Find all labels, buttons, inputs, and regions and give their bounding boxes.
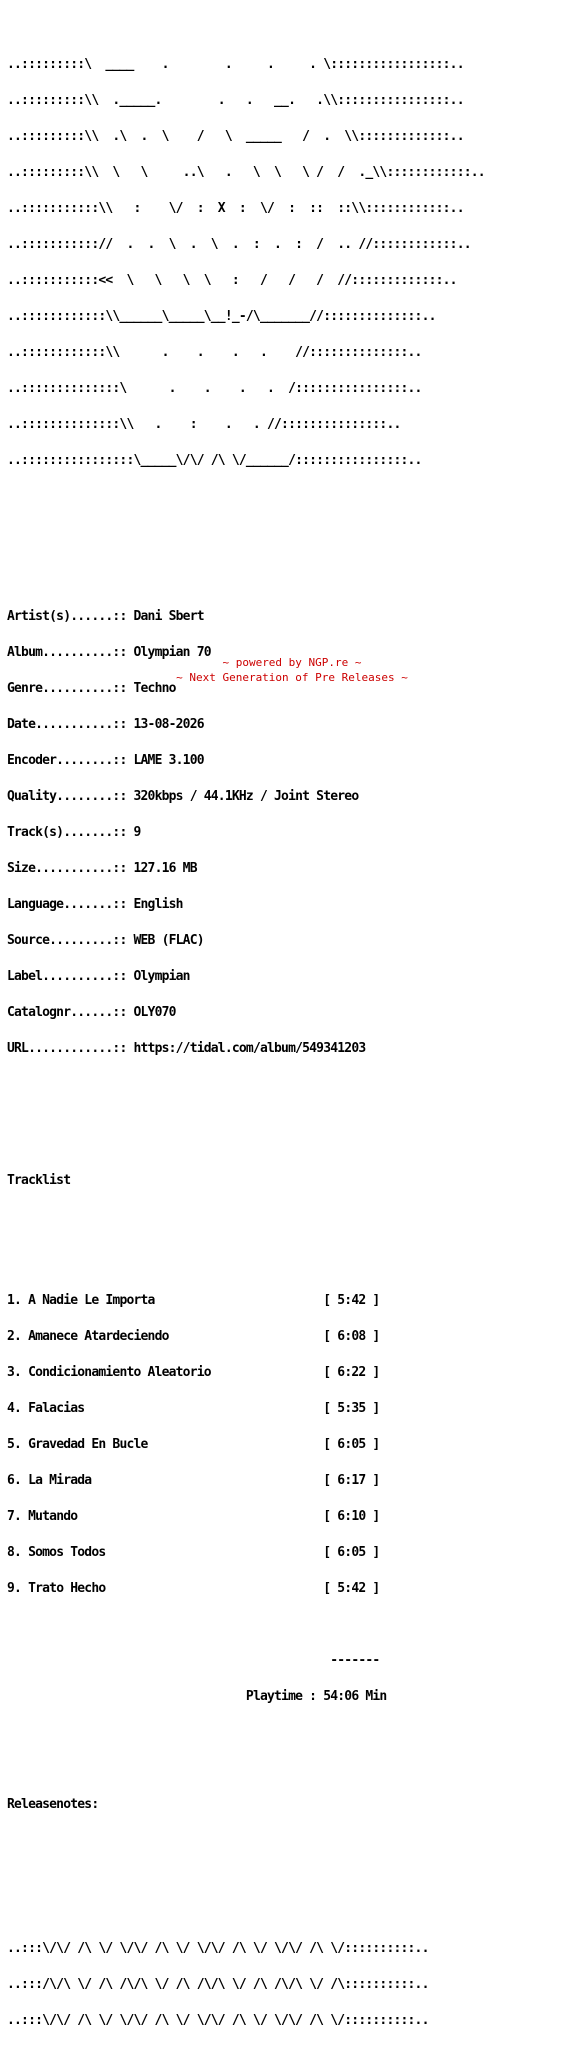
info-label: Artist(s)......: [7, 609, 120, 624]
info-row-label [7, 971, 485, 983]
info-label: Genre..........: [7, 681, 120, 696]
info-value: : LAME 3.100 [119, 753, 204, 768]
track-duration: [ 6:17 ] [323, 1473, 380, 1488]
info-value: : 127.16 MB [119, 861, 197, 876]
ascii-logo-line: ..::::::::::::::\ . . . . /::::::::::::::::.. [7, 381, 422, 396]
track-pad [84, 1401, 323, 1416]
info-row-catalognr [7, 1007, 485, 1019]
track-duration: [ 6:05 ] [323, 1437, 380, 1452]
info-value: : 320kbps / 44.1KHz / Joint Stereo [119, 789, 359, 804]
info-row-source [7, 935, 485, 947]
info-label: Catalognr......: [7, 1005, 120, 1020]
info-row-size [7, 863, 485, 875]
track-pad [155, 1293, 324, 1308]
info-row-quality [7, 791, 485, 803]
track-pad [77, 1509, 323, 1524]
track-row [7, 1511, 485, 1523]
track-number: 5. [7, 1437, 22, 1452]
track-number: 2. [7, 1329, 22, 1344]
info-label: Date...........: [7, 717, 120, 732]
ascii-logo-line: ..:::::::::::// . . \ . \ . : . : / .. //::::::::::::.. [7, 237, 471, 252]
info-label: Source.........: [7, 933, 120, 948]
track-row [7, 1439, 485, 1451]
info-row-language [7, 899, 485, 911]
track-title: La Mirada [28, 1473, 92, 1488]
ascii-logo-line: ..::::::::::::\\ . . . . //::::::::::::::.. [7, 345, 422, 360]
track-pad [211, 1365, 323, 1380]
ascii-logo-line: ..:::::::::::\\ : \/ : X : \/ : :: ::\\::::::::::::.. [7, 201, 464, 216]
track-number: 9. [7, 1581, 22, 1596]
track-row [7, 1331, 485, 1343]
spacer [7, 527, 485, 551]
info-label: Track(s).......: [7, 825, 120, 840]
info-label: Size...........: [7, 861, 120, 876]
track-title: Falacias [28, 1401, 85, 1416]
playtime-row [7, 1691, 485, 1703]
track-number: 3. [7, 1365, 22, 1380]
track-pad [105, 1545, 323, 1560]
info-label: Label..........: [7, 969, 120, 984]
info-row-url [7, 1043, 485, 1055]
track-title: A Nadie Le Importa [28, 1293, 155, 1308]
ascii-logo-line: ..::::::::::::::\\ . : . . //:::::::::::::::.. [7, 417, 401, 432]
info-value[interactable]: : https://tidal.com/album/549341203 [119, 1041, 366, 1056]
total-rule-row [7, 1655, 485, 1667]
ascii-logo-line: ..:::::::::\\ ._____. . . __. .\\::::::::::::::::.. [7, 93, 464, 108]
info-value: : 9 [119, 825, 141, 840]
ascii-logo-line: ..:::::::::\ ____ . . . . \:::::::::::::::::.. [7, 57, 464, 72]
track-row [7, 1367, 485, 1379]
info-value: : 13-08-2026 [119, 717, 204, 732]
track-number: 4. [7, 1401, 22, 1416]
track-row [7, 1583, 485, 1595]
track-pad [105, 1581, 323, 1596]
footer-powered-by[interactable]: ~ powered by NGP.re ~ [222, 656, 362, 669]
ascii-logo-line: ..::::::::::::::::\_____\/\/ /\ \/______/::::::::::::::::.. [7, 453, 422, 468]
info-label: URL............: [7, 1041, 120, 1056]
footer [0, 655, 584, 685]
spacer [7, 1847, 485, 1883]
info-value: : Dani Sbert [119, 609, 204, 624]
releasenotes-heading: Releasenotes: [7, 1797, 99, 1812]
track-title: Gravedad En Bucle [28, 1437, 148, 1452]
spacer [7, 1223, 485, 1235]
ascii-logo-line: ..:::::::::\\ .\ . \ / \ _____ / . \\:::::::::::::.. [7, 129, 464, 144]
playtime-pad [7, 1689, 246, 1704]
ascii-logo-line: ..::::::::::::\\______\_____\__!_-/\_______//::::::::::::::.. [7, 309, 436, 324]
track-number: 7. [7, 1509, 22, 1524]
nfo-document [7, 11, 485, 2063]
track-duration: [ 6:22 ] [323, 1365, 380, 1380]
info-value: : Olympian 70 [119, 645, 211, 660]
info-label: Language.......: [7, 897, 120, 912]
info-value: : English [119, 897, 183, 912]
track-row [7, 1403, 485, 1415]
track-title: Trato Hecho [28, 1581, 106, 1596]
track-pad [169, 1329, 324, 1344]
spacer [7, 1115, 485, 1139]
info-value: : WEB (FLAC) [119, 933, 204, 948]
info-value: : Olympian [119, 969, 190, 984]
ascii-logo-line: ..:::::::::::<< \ \ \ \ : / / / //:::::::::::::.. [7, 273, 457, 288]
info-row-tracks [7, 827, 485, 839]
info-value: : Techno [119, 681, 176, 696]
footer-tagline: ~ Next Generation of Pre Releases ~ [176, 671, 408, 684]
info-label: Album..........: [7, 645, 120, 660]
tracklist [7, 1271, 485, 1619]
bottom-ascii-art [7, 1919, 485, 2051]
info-row-encoder [7, 755, 485, 767]
track-number: 6. [7, 1473, 22, 1488]
info-row-artist [7, 611, 485, 623]
tracklist-heading: Tracklist [7, 1173, 71, 1188]
playtime: Playtime : 54:06 Min [245, 1689, 387, 1704]
track-title: Somos Todos [28, 1545, 106, 1560]
track-duration: [ 5:42 ] [323, 1581, 380, 1596]
rule-pad [7, 1653, 330, 1668]
track-duration: [ 6:08 ] [323, 1329, 380, 1344]
track-duration: [ 6:05 ] [323, 1545, 380, 1560]
ascii-logo-line: ..:::::::::\\ \ \ ..\ . \ \ \ / / ._\\::::::::::::.. [7, 165, 485, 180]
track-title: Mutando [28, 1509, 78, 1524]
track-duration: [ 6:10 ] [323, 1509, 380, 1524]
track-number: 8. [7, 1545, 22, 1560]
info-value: : OLY070 [119, 1005, 176, 1020]
track-row [7, 1547, 485, 1559]
track-number: 1. [7, 1293, 22, 1308]
bottom-art-line: ..:::/\/\ \/ /\ /\/\ \/ /\ /\/\ \/ /\ /\/\ \/ /\::::::::::.. [7, 1977, 429, 1992]
track-title: Amanece Atardeciendo [28, 1329, 169, 1344]
total-rule: ------- [330, 1653, 380, 1668]
track-row [7, 1295, 485, 1307]
info-label: Quality........: [7, 789, 120, 804]
track-pad [148, 1437, 324, 1452]
ascii-logo [7, 35, 485, 491]
info-label: Encoder........: [7, 753, 120, 768]
track-row [7, 1475, 485, 1487]
track-duration: [ 5:35 ] [323, 1401, 380, 1416]
bottom-art-line: ..:::\/\/ /\ \/ \/\/ /\ \/ \/\/ /\ \/ \/\/ /\ \/::::::::::.. [7, 1941, 429, 1956]
track-pad [91, 1473, 323, 1488]
info-row-date [7, 719, 485, 731]
bottom-art-line: ..:::\/\/ /\ \/ \/\/ /\ \/ \/\/ /\ \/ \/\/ /\ \/::::::::::.. [7, 2013, 429, 2028]
track-title: Condicionamiento Aleatorio [28, 1365, 211, 1380]
spacer [7, 1739, 485, 1763]
track-duration: [ 5:42 ] [323, 1293, 380, 1308]
